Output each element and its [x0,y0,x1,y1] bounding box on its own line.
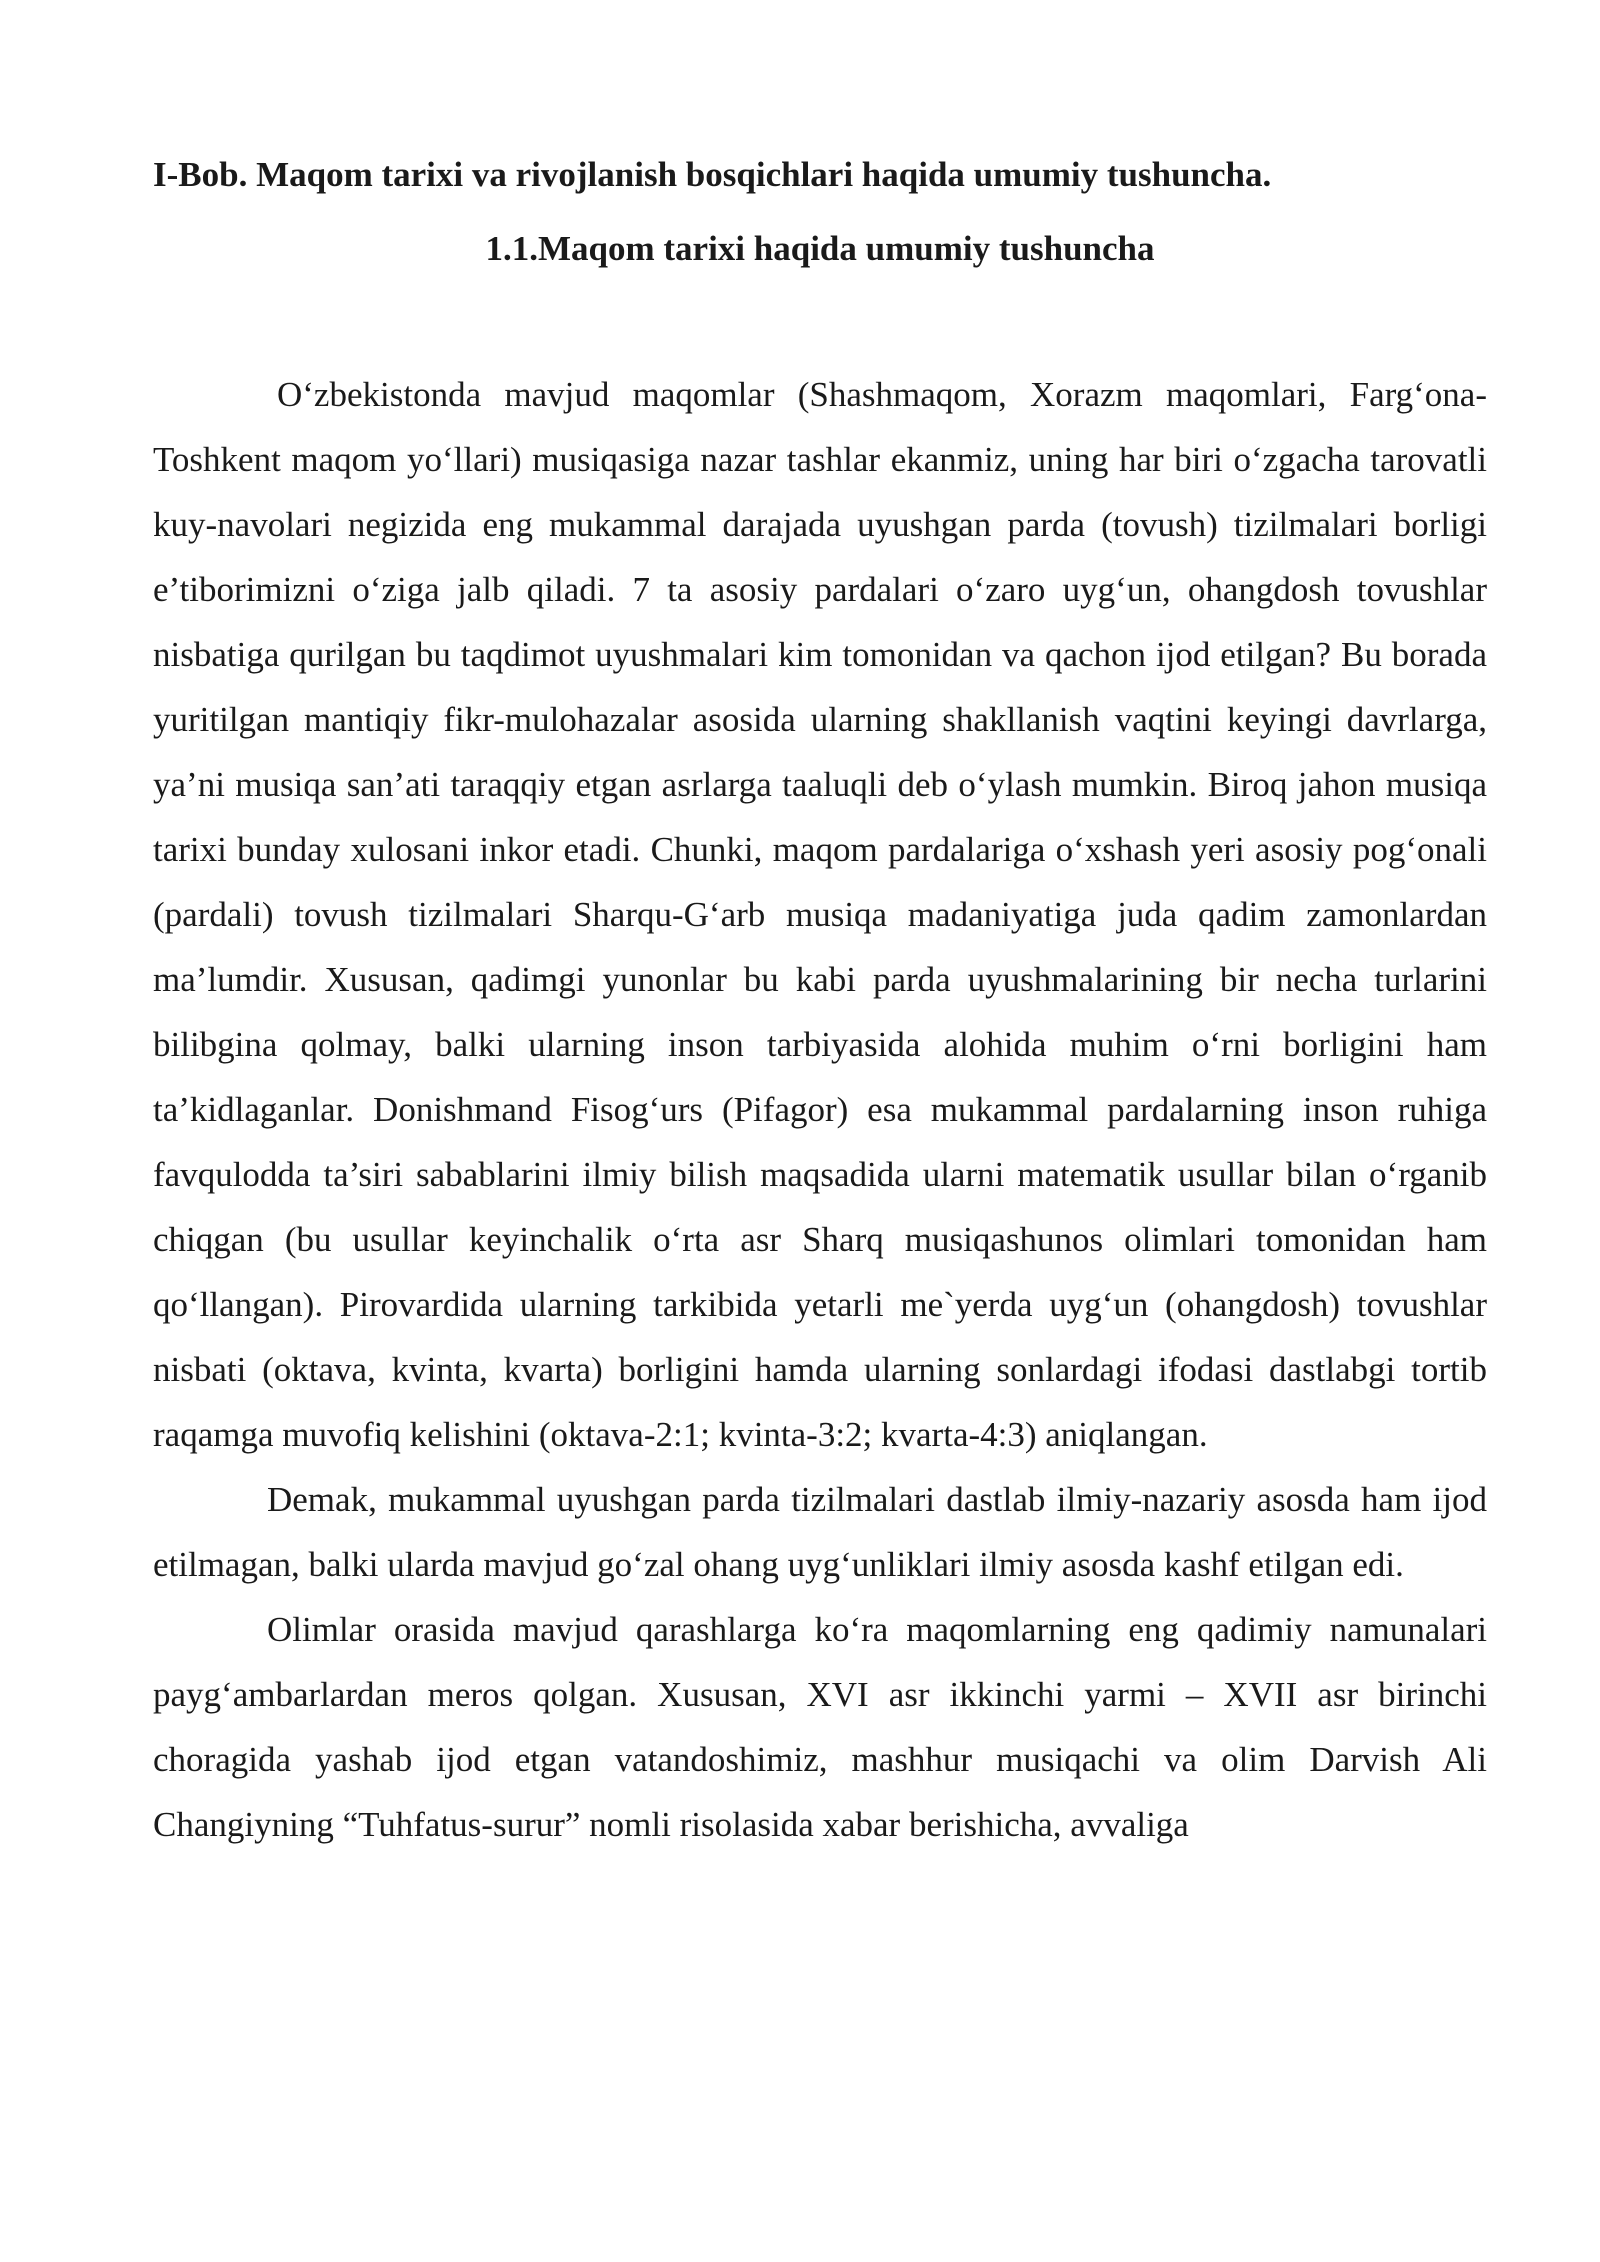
chapter-title: I-Bob. Maqom tarixi va rivojlanish bosqichlari haqida umumiy tushuncha. [153,155,1272,194]
section-title: 1.1.Maqom tarixi haqida umumiy tushuncha [485,229,1155,268]
document-page [153,150,1487,1857]
body-paragraph-2: Demak, mukammal uyushgan parda tizilmalari dastlab ilmiy-nazariy asosda ham ijod etilmagan, balki ularda mavjud go‘zal ohang uyg‘unliklari ilmiy asosda kashf etilgan edi. [153,1480,1487,1584]
body-paragraph-1: O‘zbekistonda mavjud maqomlar (Shashmaqom, Xorazm maqomlari, Farg‘ona-Toshkent maqom yo‘llari) musiqasiga nazar tashlar ekanmiz, uning har biri o‘zgacha tarovatli kuy-navolari negizida eng mukammal darajada uyushgan parda (tovush) tizilmalari borligi e’tiborimizni o‘ziga jalb qiladi. 7 ta asosiy pardalari o‘zaro uyg‘un, ohangdosh tovushlar nisbatiga qurilgan bu taqdimot uyushmalari kim tomonidan va qachon ijod etilgan? Bu borada yuritilgan mantiqiy fikr-mulohazalar asosida ularning shakllanish vaqtini keyingi davrlarga, ya’ni musiqa san’ati taraqqiy etgan asrlarga taaluqli deb o‘ylash mumkin. Biroq jahon musiqa tarixi bunday xulosani inkor etadi. Chunki, maqom pardalariga o‘xshash yeri asosiy pog‘onali (pardali) tovush tizilmalari Sharqu-G‘arb musiqa madaniyatiga juda qadim zamonlardan ma’lumdir. Xususan, qadimgi yunonlar bu kabi parda uyushmalarining bir necha turlarini bilibgina qolmay, balki ularning inson tarbiyasida alohida muhim o‘rni borligini ham ta’kidlaganlar. Donishmand Fisog‘urs (Pifagor) esa mukammal pardalarning inson ruhiga favqulodda ta’siri sabablarini ilmiy bilish maqsadida ularni matematik usullar bilan o‘rganib chiqgan (bu usullar keyinchalik o‘rta asr Sharq musiqashunos olimlari tomonidan ham qo‘llangan). Pirovardida ularning tarkibida yetarli me`yerda uyg‘un (ohangdosh) tovushlar nisbati (oktava, kvinta, kvarta) borligini hamda ularning sonlardagi ifodasi dastlabgi tortib raqamga muvofiq kelishini (oktava-2:1; kvinta-3:2; kvarta-4:3) aniqlangan. [153,375,1487,1454]
body-paragraph-3: Olimlar orasida mavjud qarashlarga ko‘ra maqomlarning eng qadimiy namunalari payg‘ambarlardan meros qolgan. Xususan, XVI asr ikkinchi yarmi – XVII asr birinchi choragida yashab ijod etgan vatandoshimiz, mashhur musiqachi va olim Darvish Ali Changiyning “Tuhfatus-surur” nomli risolasida xabar berishicha, avvaliga [153,1610,1487,1844]
